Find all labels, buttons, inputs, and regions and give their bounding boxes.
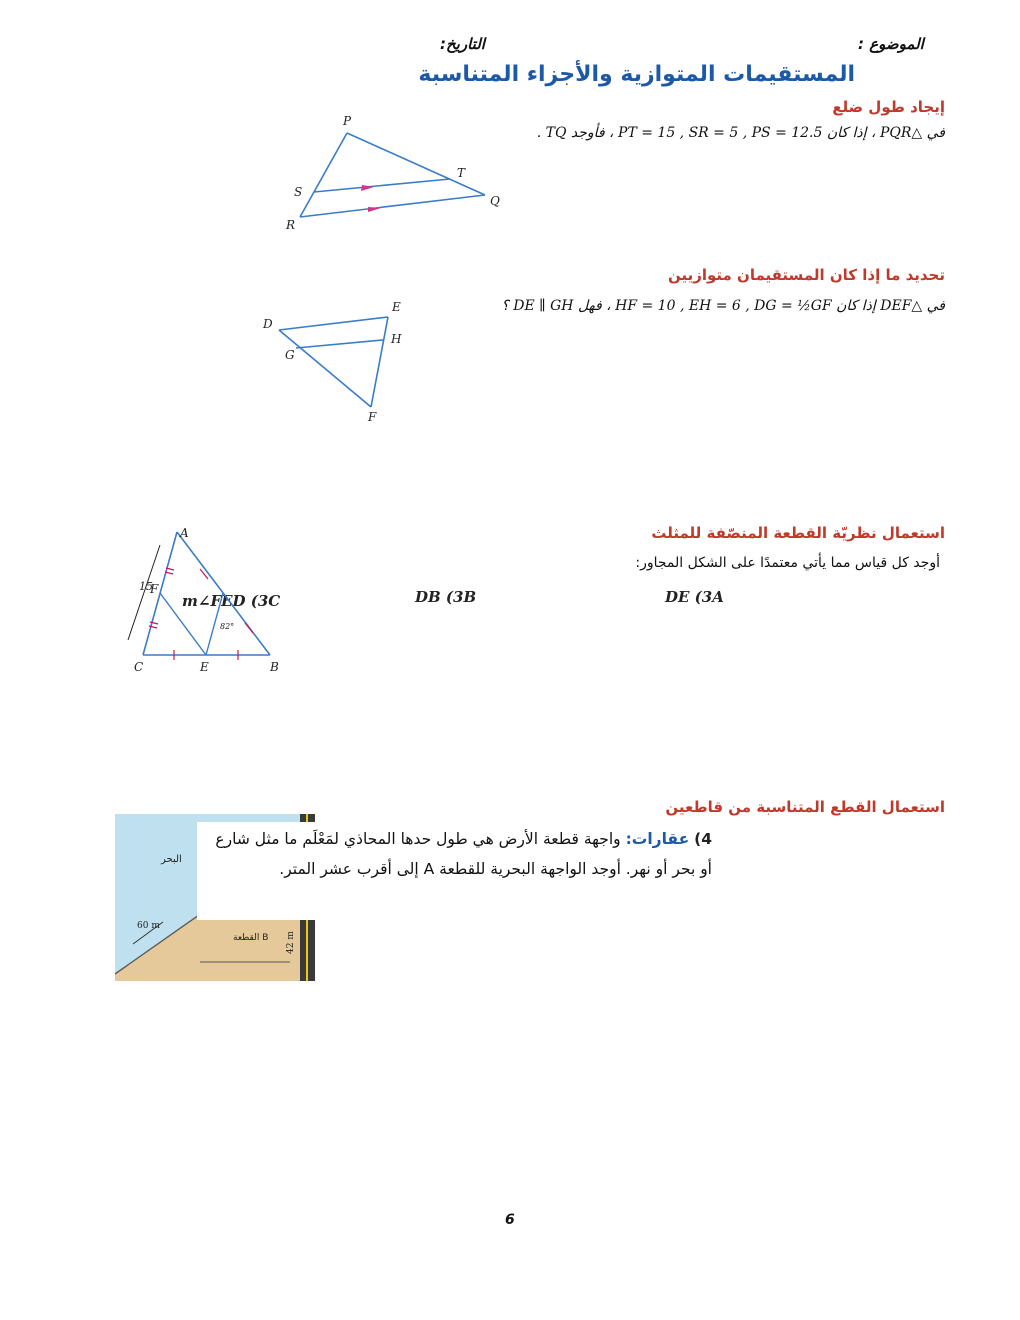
question4 [197, 822, 722, 884]
side-df [279, 330, 371, 407]
label-42m: 42 m [286, 931, 296, 954]
section3-title: استعمال نظريّة القطعة المنصّفة للمثلث [651, 524, 945, 542]
triangle-def-figure [255, 295, 415, 430]
section1-problem: في △PQR ، إذا كان PT = 15 , SR = 5 , PS = 12.5 ، فأوجد TQ . [536, 125, 945, 141]
section1-title: إيجاد طول ضلع [832, 98, 945, 116]
question4-text: واجهة قطعة الأرض هي طول حدها المحاذي لمَعْلَم ما مثل شارع أو بحر أو نهر. أوجد الواجهة البحرية للقطعة A إلى أقرب عشر المتر. [215, 830, 712, 878]
question4-label: عقارات: [625, 830, 690, 848]
section2-title: تحديد ما إذا كان المستقيمان متوازيين [667, 266, 945, 284]
question4-number: 4) [694, 830, 712, 848]
side-pq [347, 133, 485, 195]
label-s: S [294, 185, 303, 199]
tick-mark [245, 623, 253, 633]
page-number: 6 [505, 1212, 515, 1228]
item-3b: DB (3B [415, 588, 477, 606]
question4-box [197, 822, 722, 920]
side-ef [371, 317, 388, 407]
label-side-15: 15 [139, 580, 153, 593]
label-plot-b: القطعة B [233, 933, 269, 943]
side-rq [300, 195, 485, 217]
section4-title: استعمال القطع المتناسبة من قاطعين [665, 798, 945, 816]
triangle-pqr-figure [270, 105, 530, 240]
segment-gh [296, 340, 383, 348]
label-f: F [150, 582, 159, 596]
label-q: Q [490, 194, 500, 208]
segment-st [314, 179, 450, 192]
label-f: F [368, 410, 377, 424]
label-angle: 82° [220, 622, 235, 631]
date-label: التاريخ: [440, 35, 485, 53]
topic-label: الموضوع : [858, 35, 924, 53]
label-b: B [270, 660, 279, 674]
side-de [279, 317, 388, 330]
label-c: C [134, 660, 144, 674]
side-pr [300, 133, 347, 217]
label-t: T [457, 166, 466, 180]
item-3a: DE (3A [665, 588, 724, 606]
label-60m: 60 m [137, 921, 160, 931]
label-r: R [286, 218, 296, 232]
label-e: E [200, 660, 209, 674]
triangle-abc-figure [120, 525, 290, 680]
label-a: A [180, 526, 189, 540]
label-sea: البحر [161, 854, 182, 865]
label-h: H [391, 332, 402, 346]
section3-instruction: أوجد كل قياس مما يأتي معتمدًا على الشكل المجاور: [635, 555, 940, 571]
label-g: G [285, 348, 295, 362]
page-title: المستقيمات المتوازية والأجزاء المتناسبة [418, 62, 855, 87]
label-d: D [263, 317, 273, 331]
item-3c: m∠FED (3C [182, 592, 281, 610]
section2-problem: في △DEF إذا كان HF = 10 , EH = 6 , DG = ½GF ، فهل DE ∥ GH ؟ [501, 298, 945, 314]
label-e: E [392, 300, 401, 314]
segment-fe [160, 593, 206, 655]
label-p: P [343, 114, 352, 128]
